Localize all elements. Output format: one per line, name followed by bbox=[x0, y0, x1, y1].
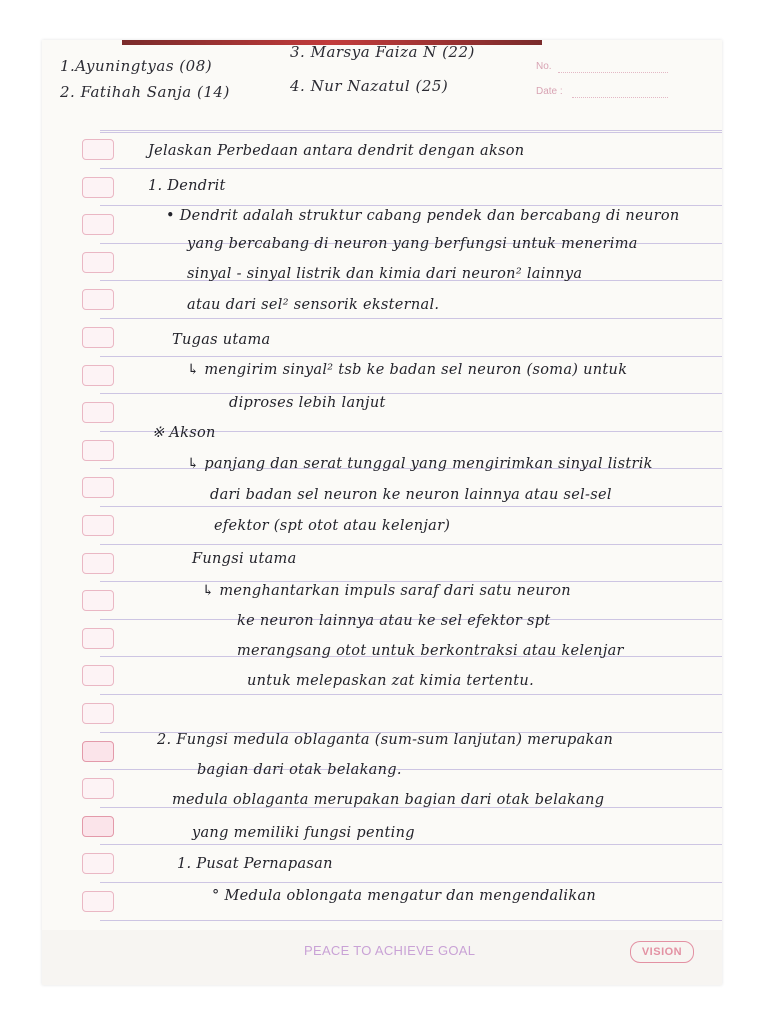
text-line: untuk melepaskan zat kimia tertentu. bbox=[247, 673, 534, 689]
ruled-line bbox=[100, 205, 722, 206]
margin-checkbox bbox=[82, 853, 114, 874]
student-name-3: 3. Marsya Faiza N (22) bbox=[290, 43, 475, 61]
text-line: diproses lebih lanjut bbox=[229, 395, 386, 411]
text-line: bagian dari otak belakang. bbox=[197, 762, 402, 778]
text-line: ※ Akson bbox=[152, 425, 216, 441]
text-line: medula oblaganta merupakan bagian dari otak belakang bbox=[172, 792, 605, 808]
text-line: ↳ panjang dan serat tunggal yang mengirimkan sinyal listrik bbox=[187, 456, 653, 472]
margin-checkbox bbox=[82, 891, 114, 912]
no-label: No. bbox=[536, 61, 552, 72]
text-line: ↳ mengirim sinyal² tsb ke badan sel neuron (soma) untuk bbox=[187, 362, 628, 378]
date-line bbox=[572, 97, 668, 98]
ruled-line bbox=[100, 506, 722, 507]
margin-checkbox bbox=[82, 440, 114, 461]
text-line: 2. Fungsi medula oblaganta (sum-sum lanjutan) merupakan bbox=[157, 732, 614, 748]
text-line: efektor (spt otot atau kelenjar) bbox=[214, 518, 451, 534]
text-line: Fungsi utama bbox=[192, 551, 297, 567]
notebook-page bbox=[42, 40, 722, 985]
margin-checkbox bbox=[82, 741, 114, 762]
student-name-2: 2. Fatihah Sanja (14) bbox=[60, 83, 230, 101]
text-line: yang memiliki fungsi penting bbox=[192, 825, 415, 841]
text-line: ° Medula oblongata mengatur dan mengendalikan bbox=[212, 888, 597, 904]
ruled-line bbox=[100, 544, 722, 545]
margin-checkbox bbox=[82, 703, 114, 724]
ruled-line bbox=[100, 393, 722, 394]
margin-checkbox bbox=[82, 515, 114, 536]
text-line: 1. Pusat Pernapasan bbox=[177, 856, 333, 872]
margin-checkbox bbox=[82, 477, 114, 498]
margin-checkbox bbox=[82, 252, 114, 273]
student-name-1: 1.Ayuningtyas (08) bbox=[60, 57, 213, 75]
ruled-line bbox=[100, 130, 722, 133]
margin-checkbox bbox=[82, 553, 114, 574]
ruled-line bbox=[100, 920, 722, 921]
margin-checkbox bbox=[82, 365, 114, 386]
footer-slogan: PEACE TO ACHIEVE GOAL bbox=[304, 943, 476, 958]
ruled-line bbox=[100, 168, 722, 169]
brand-logo: VISION bbox=[630, 941, 694, 963]
margin-checkbox bbox=[82, 177, 114, 198]
text-line: Tugas utama bbox=[172, 332, 271, 348]
text-line: atau dari sel² sensorik eksternal. bbox=[187, 297, 440, 313]
text-line: Jelaskan Perbedaan antara dendrit dengan akson bbox=[148, 143, 525, 159]
ruled-line bbox=[100, 882, 722, 883]
text-line: • Dendrit adalah struktur cabang pendek dan bercabang di neuron bbox=[166, 208, 680, 224]
margin-checkbox bbox=[82, 139, 114, 160]
margin-checkbox bbox=[82, 628, 114, 649]
text-line: yang bercabang di neuron yang berfungsi untuk menerima bbox=[187, 236, 638, 252]
text-line: sinyal - sinyal listrik dan kimia dari neuron² lainnya bbox=[187, 266, 583, 282]
ruled-line bbox=[100, 694, 722, 695]
ruled-line bbox=[100, 769, 722, 770]
text-line: ke neuron lainnya atau ke sel efektor spt bbox=[237, 613, 551, 629]
text-line: 1. Dendrit bbox=[148, 178, 226, 194]
no-line bbox=[558, 72, 668, 73]
date-label: Date : bbox=[536, 86, 563, 97]
margin-checkbox bbox=[82, 402, 114, 423]
margin-checkbox bbox=[82, 778, 114, 799]
margin-checkbox bbox=[82, 289, 114, 310]
margin-checkbox bbox=[82, 665, 114, 686]
text-line: ↳ menghantarkan impuls saraf dari satu neuron bbox=[202, 583, 571, 599]
margin-checkbox bbox=[82, 816, 114, 837]
margin-checkbox bbox=[82, 214, 114, 235]
student-name-4: 4. Nur Nazatul (25) bbox=[290, 77, 449, 95]
text-line: dari badan sel neuron ke neuron lainnya atau sel-sel bbox=[210, 487, 612, 503]
text-line: merangsang otot untuk berkontraksi atau kelenjar bbox=[237, 643, 624, 659]
ruled-line bbox=[100, 318, 722, 319]
ruled-line bbox=[100, 356, 722, 357]
ruled-line bbox=[100, 844, 722, 845]
margin-checkbox bbox=[82, 590, 114, 611]
margin-checkbox bbox=[82, 327, 114, 348]
